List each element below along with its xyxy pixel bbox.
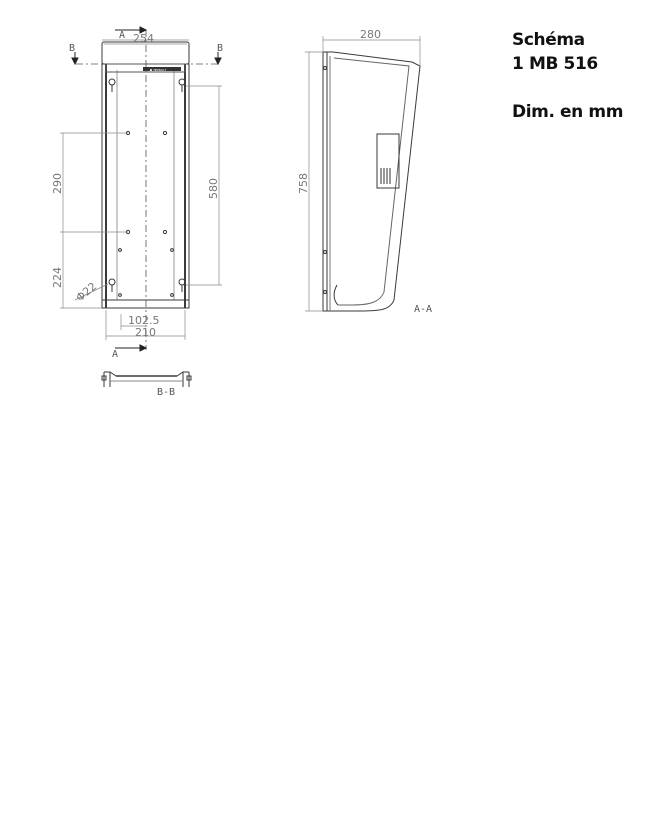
dimension-unit-note: Dim. en mm — [512, 102, 624, 122]
section-arrows — [72, 27, 224, 351]
dim-label-254: 254 — [133, 32, 154, 45]
section-b-arrowhead-left — [72, 58, 78, 64]
keyhole-top-left — [109, 79, 115, 92]
front-centerlines — [73, 30, 218, 350]
keyhole-bottom-left — [109, 279, 115, 292]
section-b-arrowhead-right — [215, 58, 221, 64]
dim-label-290: 290 — [51, 173, 64, 194]
model-number: 1 MB 516 — [512, 54, 598, 74]
mount-hole — [171, 249, 174, 252]
mount-hole — [119, 294, 122, 297]
side-label-hatch — [381, 168, 390, 184]
side-screw — [324, 67, 327, 70]
side-outer-profile — [323, 52, 420, 311]
front-view — [102, 42, 189, 308]
dim-label-210: 210 — [135, 326, 156, 339]
front-logo-text: ■ MEHBOLT — [150, 68, 167, 72]
mount-hole — [163, 131, 166, 134]
dim-label-758: 758 — [297, 173, 310, 194]
mount-hole — [119, 249, 122, 252]
side-screw — [324, 291, 327, 294]
dim-label-580: 580 — [207, 178, 220, 199]
dim-label-102: 102.5 — [128, 314, 160, 327]
section-bb-caption: B-B — [157, 387, 176, 398]
mount-hole — [163, 230, 166, 233]
side-dimension-lines — [305, 36, 420, 311]
dim-label-phi22: Φ22 — [73, 279, 100, 305]
front-top-cap — [102, 42, 189, 64]
section-a-arrowhead-bottom — [140, 345, 146, 351]
schema-title: Schéma — [512, 30, 585, 50]
dim-label-280: 280 — [360, 28, 381, 41]
section-b-label-left: B — [69, 43, 76, 54]
section-a-label-top: A — [119, 30, 126, 41]
front-body-outline — [102, 64, 189, 308]
mount-hole — [171, 294, 174, 297]
section-aa-caption: A-A — [414, 304, 433, 315]
section-a-label-bottom: A — [112, 349, 119, 360]
side-view — [323, 52, 420, 311]
top-section-view — [102, 372, 191, 387]
side-screw — [324, 251, 327, 254]
side-bottom-curve — [334, 285, 338, 305]
section-b-label-right: B — [217, 43, 224, 54]
side-label-window — [377, 134, 399, 188]
dim-label-224: 224 — [51, 267, 64, 288]
